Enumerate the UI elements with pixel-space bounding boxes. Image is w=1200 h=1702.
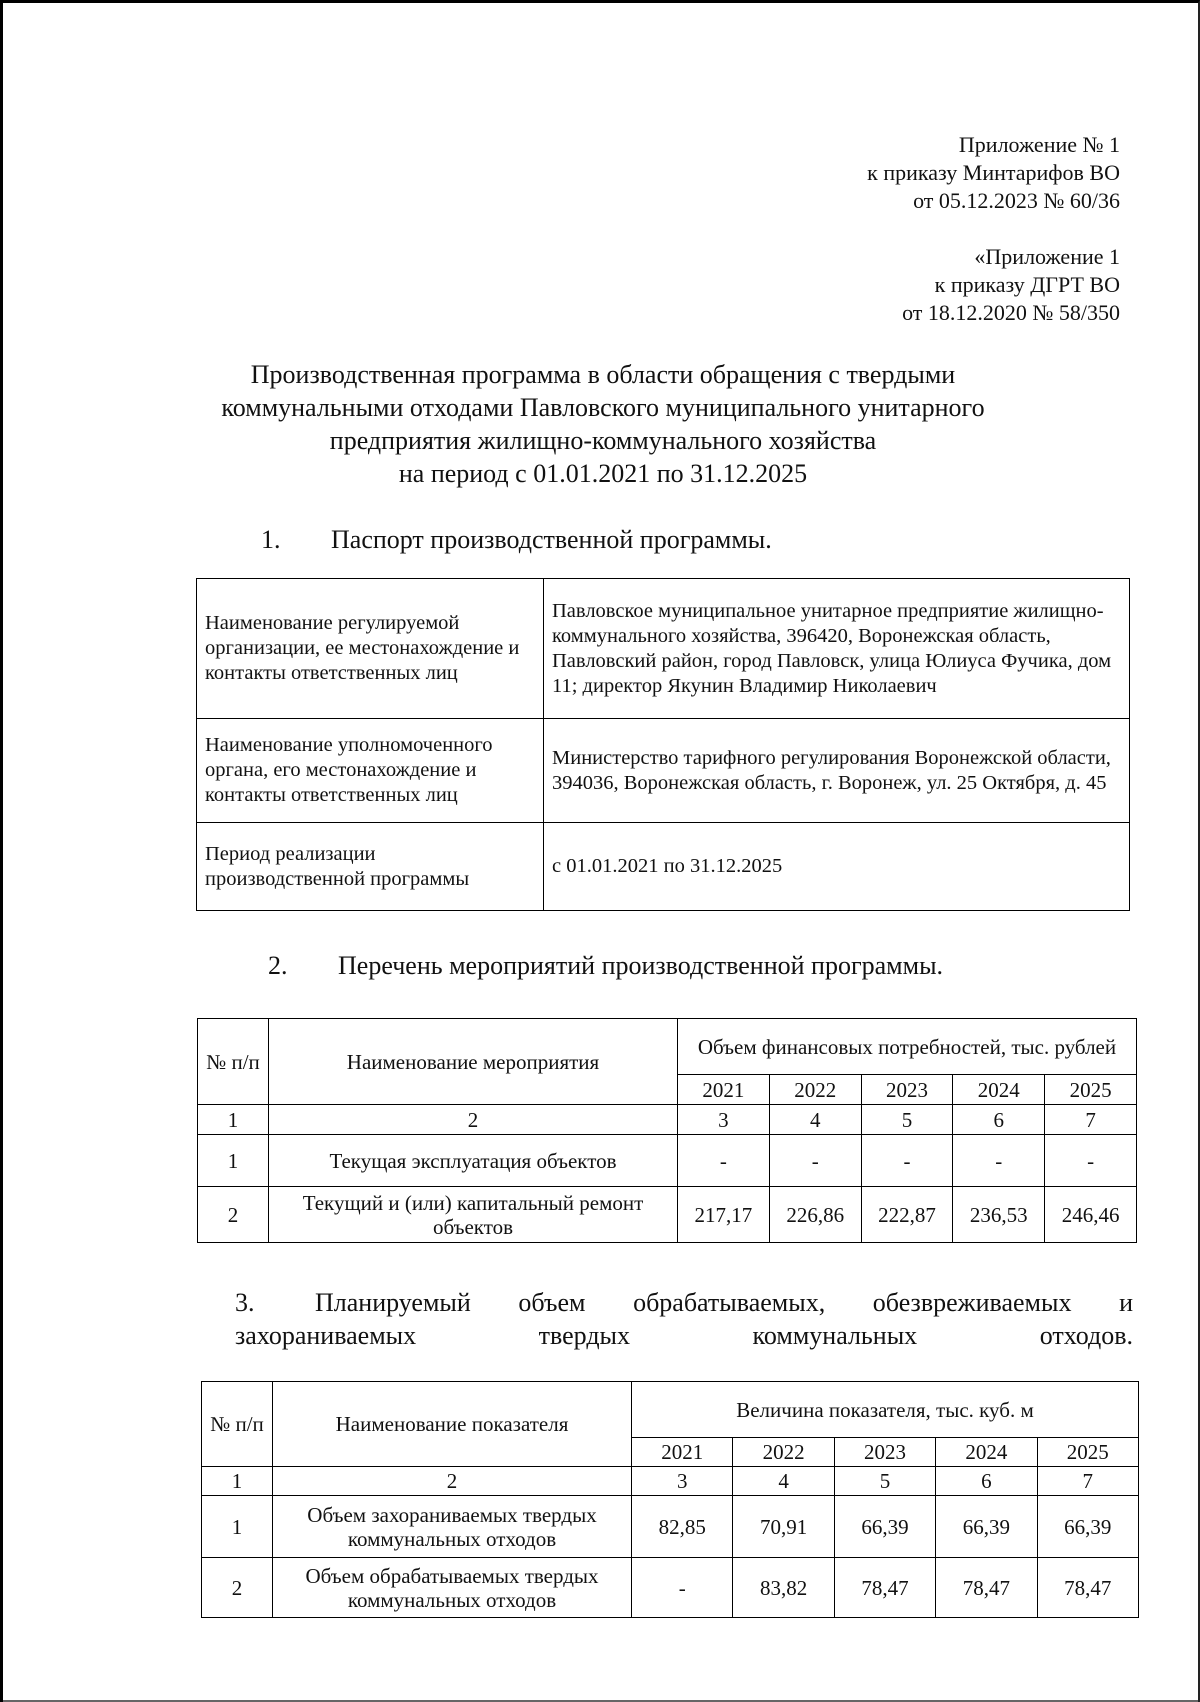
year-header: 2021 (678, 1075, 770, 1105)
appendix-number: Приложение № 1 (958, 132, 1120, 157)
section-1-heading: Паспорт производственной программы. (331, 525, 772, 554)
year-header: 2025 (1037, 1438, 1139, 1467)
col-name-header: Наименование показателя (273, 1382, 632, 1467)
passport-table (196, 578, 1130, 911)
section-2-title (268, 949, 943, 982)
original-appendix-number: «Приложение 1 (974, 244, 1120, 269)
table-header-row (198, 1019, 1137, 1075)
appendix-header (867, 131, 1120, 215)
col-group-header: Объем финансовых потребностей, тыс. рублей (678, 1019, 1137, 1075)
section-3-number: 3. (235, 1288, 255, 1317)
appendix-order: к приказу Минтарифов ВО (867, 160, 1120, 185)
value-cell: - (632, 1558, 733, 1618)
year-header: 2021 (632, 1438, 733, 1467)
value-cell: - (769, 1135, 861, 1187)
table-row (197, 719, 1130, 823)
original-appendix-date: от 18.12.2020 № 58/350 (902, 300, 1120, 325)
row-number: 2 (202, 1558, 273, 1618)
indicator-name: Объем захораниваемых твердых коммунальных отходов (273, 1496, 632, 1558)
activities-table (197, 1018, 1137, 1243)
index-cell: 2 (273, 1467, 632, 1496)
activity-name: Текущий и (или) капитальный ремонт объектов (269, 1187, 678, 1243)
index-cell: 7 (1045, 1105, 1137, 1135)
index-cell: 5 (834, 1467, 935, 1496)
section-2-heading: Перечень мероприятий производственной программы. (338, 951, 944, 980)
index-cell: 5 (861, 1105, 953, 1135)
col-name-header: Наименование мероприятия (269, 1019, 678, 1105)
index-cell: 6 (953, 1105, 1045, 1135)
passport-value: с 01.01.2021 по 31.12.2025 (544, 823, 1130, 911)
index-cell: 1 (202, 1467, 273, 1496)
row-number: 1 (202, 1496, 273, 1558)
col-group-header: Величина показателя, тыс. куб. м (632, 1382, 1139, 1438)
index-cell: 1 (198, 1105, 269, 1135)
value-cell: 78,47 (936, 1558, 1037, 1618)
index-cell: 7 (1037, 1467, 1139, 1496)
row-number: 1 (198, 1135, 269, 1187)
title-line-4: на период с 01.01.2021 по 31.12.2025 (398, 459, 808, 488)
value-cell: - (1045, 1135, 1137, 1187)
title-line-2: коммунальными отходами Павловского муниципального унитарного (221, 393, 985, 422)
index-cell: 3 (632, 1467, 733, 1496)
section-1-title (261, 523, 772, 556)
year-header: 2022 (769, 1075, 861, 1105)
value-cell: 246,46 (1045, 1187, 1137, 1243)
waste-volume-table (201, 1381, 1139, 1618)
passport-label: Наименование уполномоченного органа, его местонахождение и контакты ответственных лиц (197, 719, 544, 823)
value-cell: 217,17 (678, 1187, 770, 1243)
original-appendix-header (902, 243, 1120, 327)
col-num-header: № п/п (202, 1382, 273, 1467)
indicator-name: Объем обрабатываемых твердых коммунальных отходов (273, 1558, 632, 1618)
index-row (198, 1105, 1137, 1135)
value-cell: 236,53 (953, 1187, 1045, 1243)
value-cell: - (678, 1135, 770, 1187)
section-1-number: 1. (261, 525, 281, 554)
year-header: 2023 (834, 1438, 935, 1467)
value-cell: 66,39 (834, 1496, 935, 1558)
value-cell: 226,86 (769, 1187, 861, 1243)
col-num-header: № п/п (198, 1019, 269, 1105)
value-cell: 78,47 (834, 1558, 935, 1618)
value-cell: 222,87 (861, 1187, 953, 1243)
appendix-date: от 05.12.2023 № 60/36 (913, 188, 1120, 213)
value-cell: 78,47 (1037, 1558, 1139, 1618)
year-header: 2024 (953, 1075, 1045, 1105)
value-cell: - (953, 1135, 1045, 1187)
value-cell: 66,39 (1037, 1496, 1139, 1558)
table-row (197, 579, 1130, 719)
year-header: 2024 (936, 1438, 1037, 1467)
value-cell: 82,85 (632, 1496, 733, 1558)
activity-name: Текущая эксплуатация объектов (269, 1135, 678, 1187)
value-cell: - (861, 1135, 953, 1187)
value-cell: 83,82 (733, 1558, 834, 1618)
section-3-heading: Планируемый объем обрабатываемых, обезвреживаемых и захораниваемых твердых коммунальных отходов. (235, 1288, 1133, 1350)
index-cell: 4 (769, 1105, 861, 1135)
passport-value: Министерство тарифного регулирования Воронежской области, 394036, Воронежская область, г. Воронеж, ул. 25 Октября, д. 45 (544, 719, 1130, 823)
table-row (197, 823, 1130, 911)
value-cell: 66,39 (936, 1496, 1037, 1558)
year-header: 2025 (1045, 1075, 1137, 1105)
year-header: 2022 (733, 1438, 834, 1467)
table-row (198, 1135, 1137, 1187)
title-line-1: Производственная программа в области обращения с твердыми (250, 360, 956, 389)
passport-value: Павловское муниципальное унитарное предприятие жилищно-коммунального хозяйства, 396420, Воронежская область, Павловский район, город Павловск, улица Юлиуса Фучика, дом 11; директор Якунин Владимир Николаевич (544, 579, 1130, 719)
passport-label: Наименование регулируемой организации, ее местонахождение и контакты ответственных лиц (197, 579, 544, 719)
title-line-3: предприятия жилищно-коммунального хозяйства (329, 426, 877, 455)
row-number: 2 (198, 1187, 269, 1243)
index-cell: 2 (269, 1105, 678, 1135)
table-header-row (202, 1382, 1139, 1438)
original-appendix-order: к приказу ДГРТ ВО (934, 272, 1120, 297)
document-title (203, 358, 1003, 490)
table-row (198, 1187, 1137, 1243)
table-row (202, 1558, 1139, 1618)
table-row (202, 1496, 1139, 1558)
section-2-number: 2. (268, 951, 288, 980)
index-row (202, 1467, 1139, 1496)
index-cell: 3 (678, 1105, 770, 1135)
passport-label: Период реализации производственной программы (197, 823, 544, 911)
year-header: 2023 (861, 1075, 953, 1105)
value-cell: 70,91 (733, 1496, 834, 1558)
index-cell: 6 (936, 1467, 1037, 1496)
section-3-title (235, 1286, 1133, 1352)
index-cell: 4 (733, 1467, 834, 1496)
